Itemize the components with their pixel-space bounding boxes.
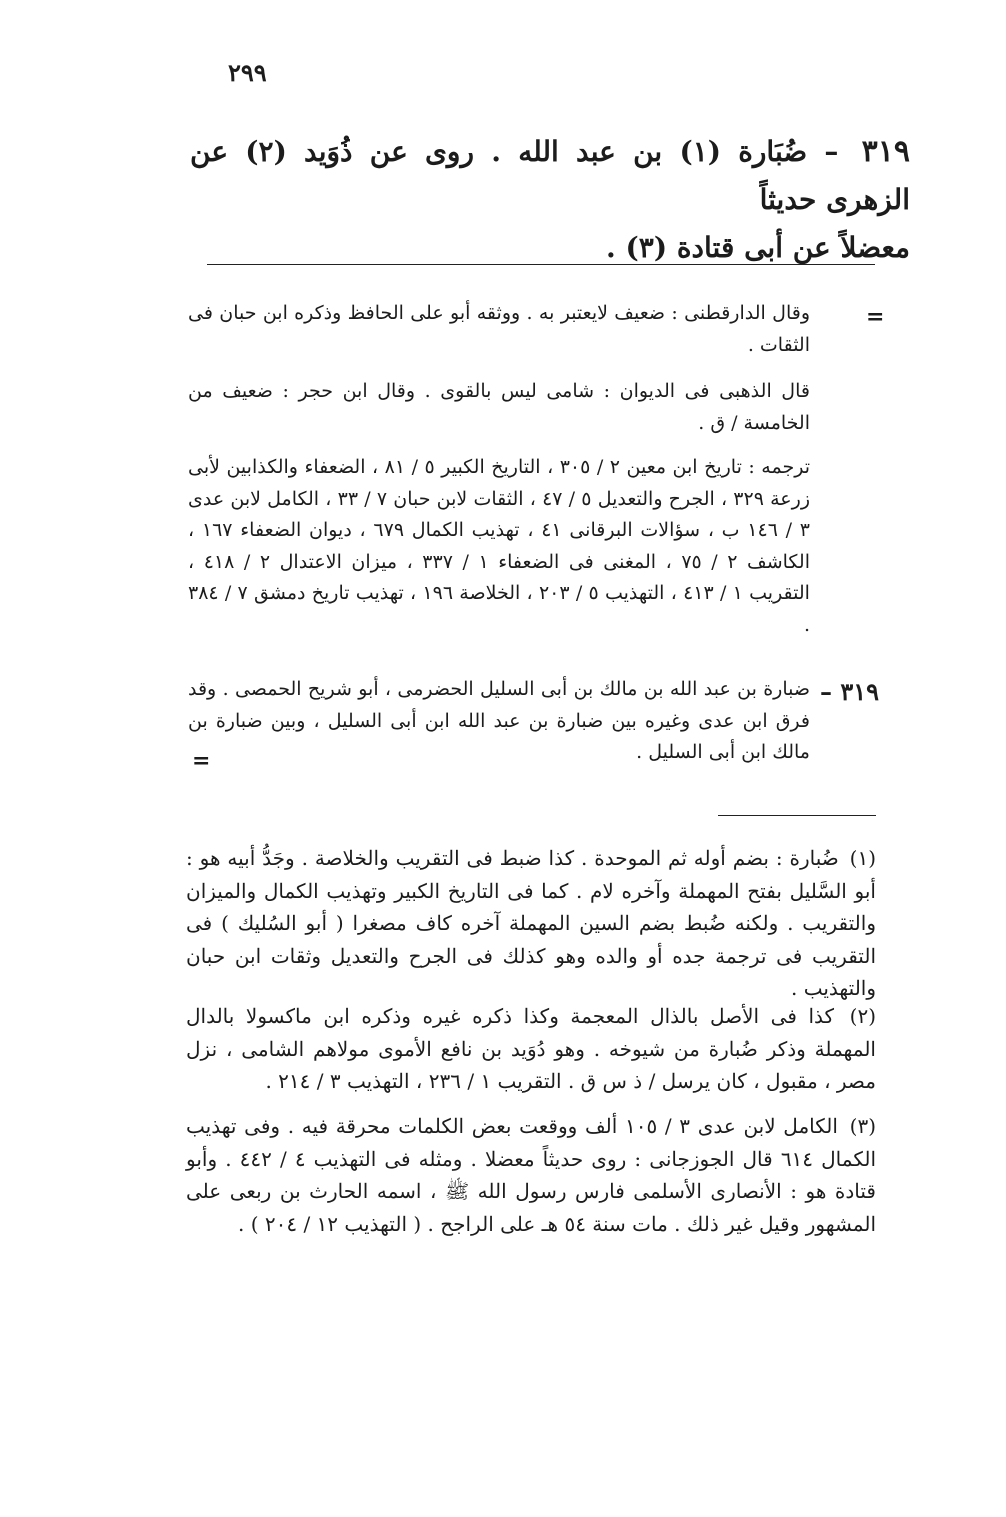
section-divider [207, 264, 875, 265]
reference-entry-number: ٣١٩ – [820, 677, 880, 706]
reference-paragraph-4: ضبارة بن عبد الله بن مالك بن أبى السليل الحضرمى ، أبو شريح الحمصى . وقد فرق ابن عدى وغيره بين ضبارة بن عبد الله ابن أبى السليل ، وبين ضبارة بن مالك ابن أبى السليل . [188, 678, 810, 763]
footnote-1-label: (١) [849, 846, 877, 870]
reference-paragraph-3: ترجمه : تاريخ ابن معين ٢ / ٣٠٥ ، التاريخ الكبير ٥ / ٨١ ، الضعفاء والكذابين لأبى زرعة ٣٢٩ ، الجرح والتعديل ٥ / ٤٧ ، الثقات لابن حبان ٧ / ٣٣ ، الكامل لابن عدى ٣ / ١٤٦ ب ، سؤالات البرقانى ٤١ ، تهذيب الكمال ٦٧٩ ، ديوان الضعفاء ١٦٧ ، الكاشف ٢ / ٧٥ ، المغنى فى الضعفاء ١ / ٣٣٧ ، ميزان الاعتدال ٢ / ٤١٨ ، التقريب ١ / ٤١٣ ، التهذيب ٥ / ٢٠٣ ، الخلاصة ١٩٦ ، تهذيب تاريخ دمشق ٧ / ٣٨٤ . [188, 456, 811, 636]
end-mark: = [192, 748, 211, 774]
footnote-2-text: كذا فى الأصل بالذال المعجمة وكذا ذكره غيره وذكره ابن ماكسولا بالدال المهملة وذكر ضُبارة من شيوخه . وهو دُوَيد بن نافع الأموى مولاهم الشامى ، نزل مصر ، مقبول ، كان يرسل / ذ س ق . التقريب ١ / ٢٣٦ ، التهذيب ٣ / ٢١٤ . [186, 1004, 876, 1093]
entry-line-1 [190, 128, 910, 224]
footnote-2-label: (٢) [849, 1004, 877, 1028]
footnote-1 [186, 842, 876, 1005]
entry-text-1: – ضُبَارة (١) بن عبد الله . روى عن ذُوَيد (٢) عن الزهرى حديثاً [190, 135, 910, 216]
footnote-1-text: ضُبارة : بضم أوله ثم الموحدة . كذا ضبط فى التقريب والخلاصة . وجَدُّ أبيه هو : أبو السَّليل بفتح المهملة وآخره لام . كما فى التاريخ الكبير وتهذيب الكمال والميزان والتقريب . ولكنه ضُبط بضم السين المهملة آخره كاف مصغرا ( أبو السُليك ) فى التقريب فى ترجمة جده أو والده وهو كذلك فى الجرح والتعديل وثقات ابن حبان والتهذيب . [186, 846, 876, 1000]
footnote-divider [718, 815, 876, 816]
footnote-3-text: الكامل لابن عدى ٣ / ١٠٥ ألف ووقعت بعض الكلمات محرقة فيه . وفى تهذيب الكمال ٦١٤ قال الجوزجانى : روى حديثاً معضلا . ومثله فى التهذيب ٤ / ٤٤٢ . وأبو قتادة هو : الأنصارى الأسلمى فارس رسول الله ﷺ ، اسمه الحارث بن ربعى على المشهور وقيل غير ذلك . مات سنة ٥٤ هـ على الراجح . ( التهذيب ١٢ / ٢٠٤ ) . [186, 1114, 877, 1236]
reference-paragraph-2: قال الذهبى فى الديوان : شامى ليس بالقوى . وقال ابن حجر : ضعيف من الخامسة / ق . [188, 380, 810, 434]
continuation-mark: = [866, 304, 885, 330]
footnote-2 [186, 1000, 876, 1098]
entry-line-2: معضلاً عن أبى قتادة (٣) . [606, 231, 910, 264]
footnote-3-label: (٣) [849, 1114, 876, 1138]
reference-paragraph-1: وقال الدارقطنى : ضعيف لايعتبر به . ووثقه أبو على الحافظ وذكره ابن حبان فى الثقات . [188, 302, 810, 356]
footnote-3 [186, 1110, 876, 1240]
page-number: ٢٩٩ [228, 58, 267, 87]
entry-number: ٣١٩ [861, 134, 910, 169]
main-entry [190, 128, 910, 272]
